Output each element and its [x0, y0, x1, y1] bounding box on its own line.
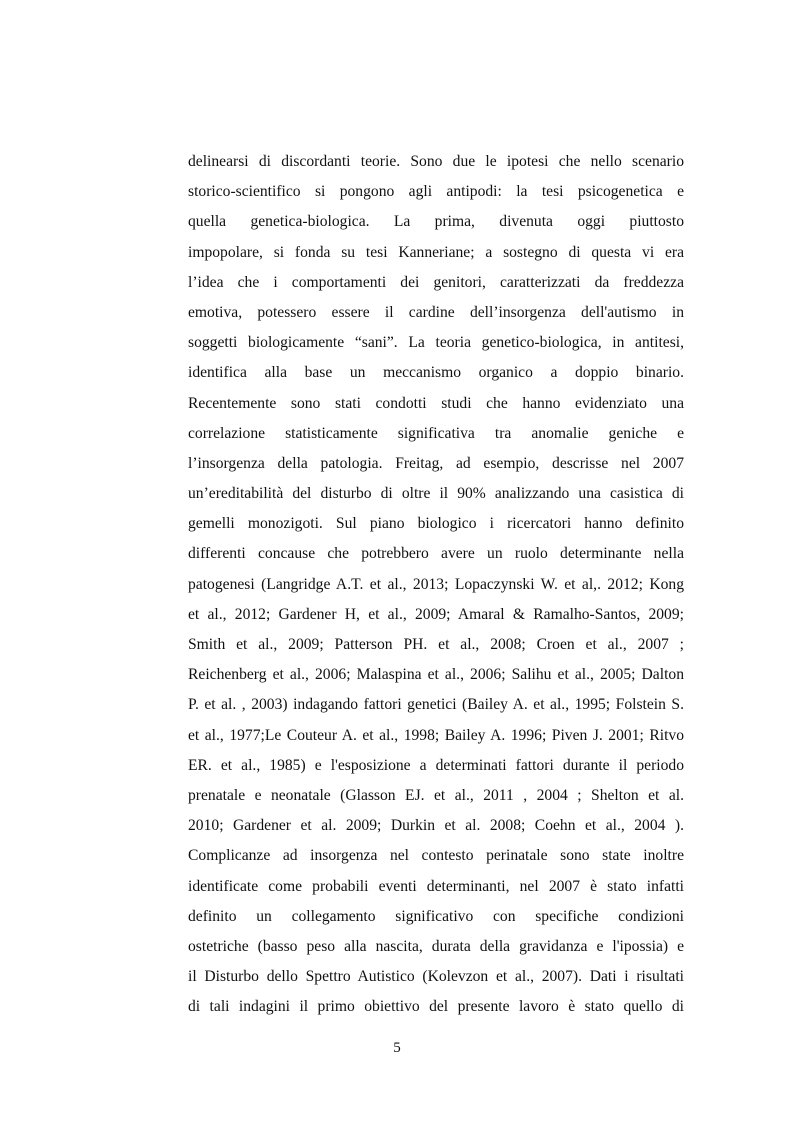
text-line: Smith et al., 2009; Patterson PH. et al., 2008; Croen et al., 2007 ;	[188, 636, 684, 653]
text-line: et al., 2012; Gardener H, et al., 2009; Amaral & Ramalho-Santos, 2009;	[188, 605, 684, 623]
text-line: un’ereditabilità del disturbo di oltre il 90% analizzando una casistica di	[188, 485, 684, 503]
text-line: definito un collegamento significativo con specifiche condizioni	[188, 907, 684, 925]
text-line: et al., 1977;Le Couteur A. et al., 1998; Bailey A. 1996; Piven J. 2001; Ritvo	[188, 726, 684, 744]
text-line: identifica alla base un meccanismo organico a doppio binario.	[188, 364, 684, 382]
text-line: l’insorgenza della patologia. Freitag, ad esempio, descrisse nel 2007	[188, 454, 684, 472]
text-line: patogenesi (Langridge A.T. et al., 2013; Lopaczynski W. et al,. 2012; Kong	[188, 575, 684, 593]
text-line: il Disturbo dello Spettro Autistico (Kolevzon et al., 2007). Dati i risultati	[188, 968, 684, 986]
text-line: correlazione statisticamente significativa tra anomalie geniche e	[188, 424, 684, 442]
text-line: gemelli monozigoti. Sul piano biologico i ricercatori hanno definito	[188, 515, 684, 533]
text-line: ostetriche (basso peso alla nascita, durata della gravidanza e l'ipossia) e	[188, 937, 684, 955]
text-line: ER. et al., 1985) e l'esposizione a determinati fattori durante il periodo	[188, 756, 684, 774]
text-line: 2010; Gardener et al. 2009; Durkin et al. 2008; Coehn et al., 2004 ).	[188, 817, 684, 835]
text-line: l’idea che i comportamenti dei genitori, caratterizzati da freddezza	[188, 273, 684, 291]
text-line: identificate come probabili eventi determinanti, nel 2007 è stato infatti	[188, 877, 684, 895]
text-line: soggetti biologicamente “sani”. La teoria genetico-biologica, in antitesi,	[188, 334, 684, 352]
text-line: Recentemente sono stati condotti studi che hanno evidenziato una	[188, 394, 684, 412]
text-line: di tali indagini il primo obiettivo del presente lavoro è stato quello di	[188, 998, 684, 1016]
text-line: Reichenberg et al., 2006; Malaspina et al., 2006; Salihu et al., 2005; Dalton	[188, 666, 684, 684]
text-line: impopolare, si fonda su tesi Kanneriane; a sostegno di questa vi era	[188, 243, 684, 261]
text-line: prenatale e neonatale (Glasson EJ. et al., 2011 , 2004 ; Shelton et al.	[188, 786, 684, 804]
text-line: quella genetica-biologica. La prima, divenuta oggi piuttosto	[188, 213, 684, 231]
body-paragraph	[188, 147, 684, 1022]
text-line: differenti concause che potrebbero avere un ruolo determinante nella	[188, 545, 684, 563]
text-line: emotiva, potessero essere il cardine dell’insorgenza dell'autismo in	[188, 303, 684, 321]
text-line: delinearsi di discordanti teorie. Sono due le ipotesi che nello scenario	[188, 153, 684, 170]
text-line: P. et al. , 2003) indagando fattori genetici (Bailey A. et al., 1995; Folstein S.	[188, 696, 684, 714]
text-line: Complicanze ad insorgenza nel contesto perinatale sono state inoltre	[188, 847, 684, 865]
page-number: 5	[393, 1040, 401, 1056]
text-line: storico-scientifico si pongono agli antipodi: la tesi psicogenetica e	[188, 183, 684, 201]
